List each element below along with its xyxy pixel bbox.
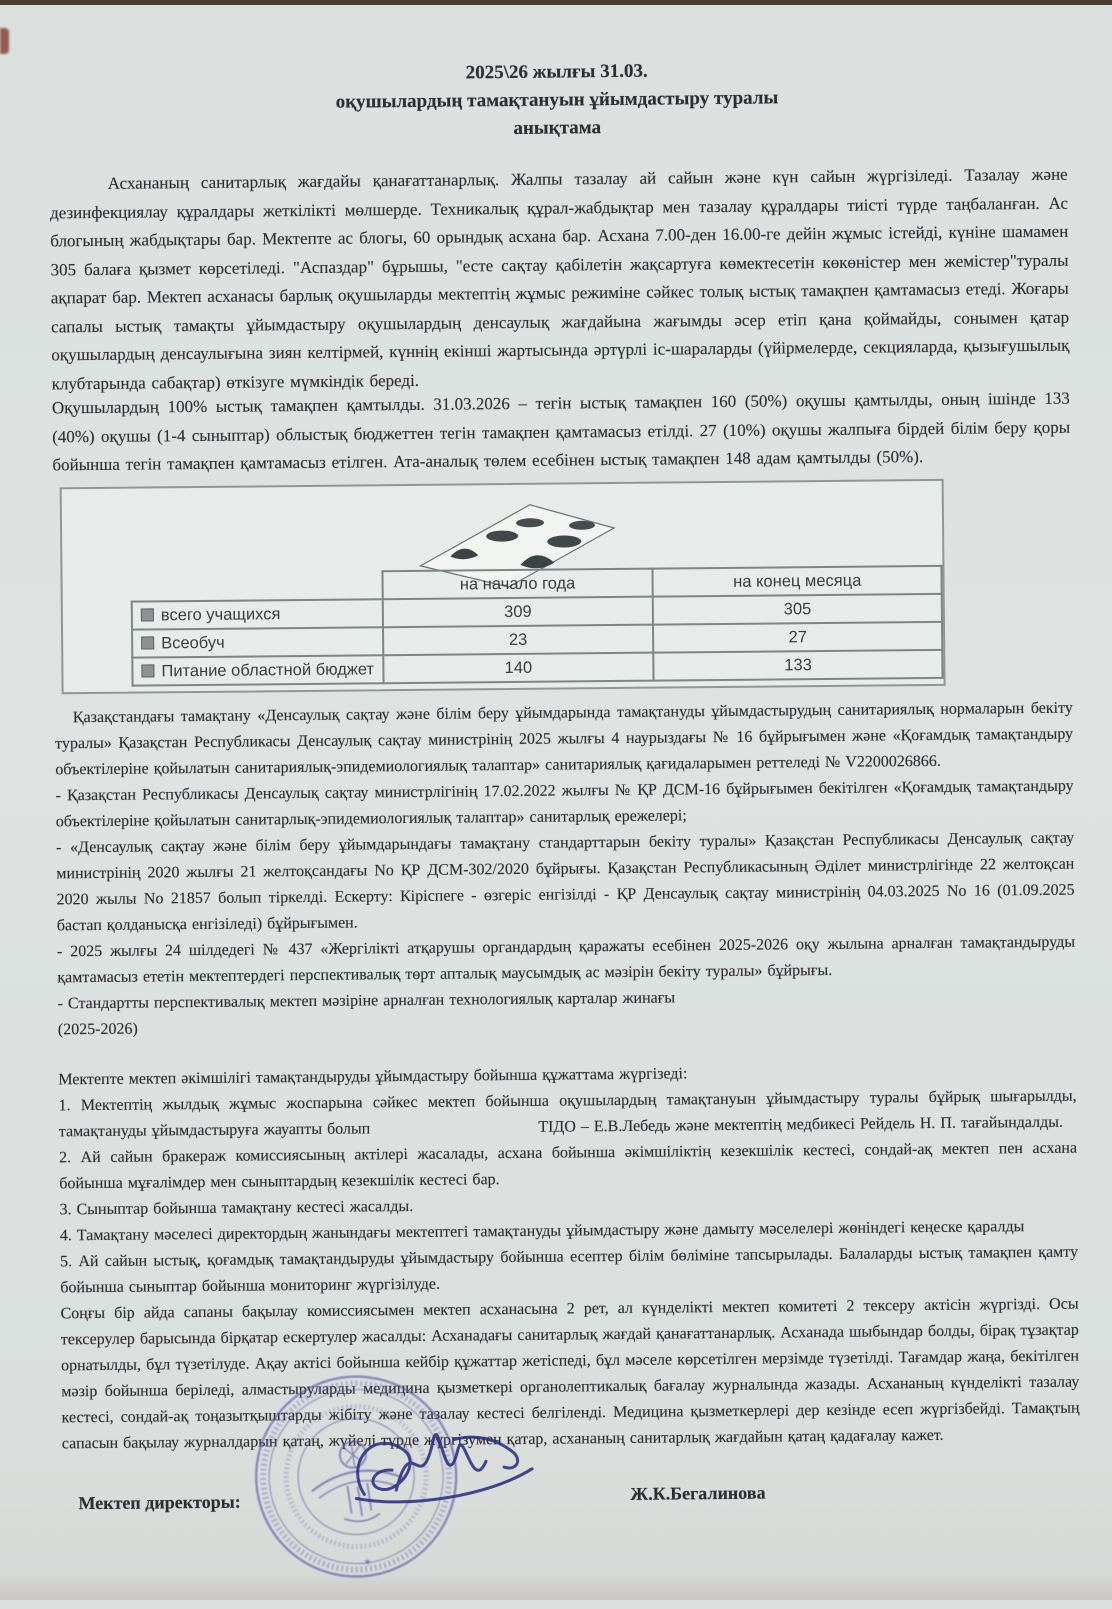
regulation-item-years: (2025-2026) [57, 1020, 138, 1039]
legend-marker-icon [141, 608, 154, 621]
regulation-item: - 2025 жылғы 24 шілдедегі № 437 «Жергілікті атқарушы органдардың қаражаты есебінен 2025-2026 оқу жылына арналған тамақтандыруды қамтамасыз ететін мектептердегі перспективалық төрт апталық маусымдық ас мәзірін бекіту туралы» бұйрығы. [57, 933, 1076, 987]
row-label: всего учащихся [160, 604, 281, 624]
title-date-line: 2025\26 жылғы 31.03. [465, 60, 648, 84]
documentation-item-1: 1. Мектептің жылдық жұмыс жоспарына сәйкес мектеп бойынша оқушылардың тамақтануын ұйымдастыру туралы бұйрық шығарылды, тамақтануды ұйымдастыруға жауапты болып ТІДО – Е.В.Лебедь және мектептің медбикесі Рейдель Н. П. тағайындалды. [58, 1087, 1077, 1141]
document-title [49, 54, 1066, 148]
inspection-paragraph: Соңғы бір айда сапаны бақылау комиссиясымен мектеп асханасына 2 рет, ал күнделікті мектеп комитеті 2 тексеру актісін жүргізді. Осы тексерулер барысында бірқатар ескертулер жасалды: Асханадағы санитарлық жағдай қанағаттанарлық. Асханада шыбындар болды, бірақ тұзақтар орнатылды, бұл түзетілуде. Ақау актісі бойынша кейбір құжаттар жетіспеді, бұл мәселе көрсетілген мерзімде түзетілді. Тағамдар жаңа, бекітілген мәзір бойынша беріледі, алмастыруларды медицина қызметкері органолептикалық бағалау журналында жазады. Асхананың күнделікті тазалау кестесі, сондай-ақ тоңазытқыштарды жібіту және тазалау кестесі белгіленді. Медицина қызметкерлері дер кезінде есеп жүргізбейді. Тамақтың сапасын бақылау журналдарын қатаң, жүйелі түрде жүргізумен қатар, асхананың санитарлық жағдайын қатаң қадағалау кажет. [60, 1295, 1080, 1453]
cell-value: 23 [383, 625, 654, 656]
row-label: Питание областной бюджет [161, 659, 375, 680]
cell-value: 140 [383, 653, 654, 684]
cell-value: 305 [653, 594, 942, 625]
embedded-chart-frame [60, 479, 946, 694]
regulation-item: - Қазақстан Республикасы Денсаулық сақтау министрлігінің 17.02.2022 жылғы № ҚР ДСМ-16 бұйрығымен бекітілген «Қоғамдық тамақтандыру объектілеріне қойылатын санитарлық-эпидемиологиялық талаптар» санитарлық ережелері; [55, 777, 1074, 831]
documentation-item: 4. Тамақтану мәселесі директордың жанындағы мектептегі тамақтануды ұйымдастыру және дамыту мәселелері жөніндегі кеңеске қаралды [59, 1218, 1025, 1245]
column-header-start-of-year: на начало года [382, 569, 653, 600]
title-subject-line: оқушылардың тамақтануын ұйымдастыру туралы [335, 87, 779, 113]
scan-bottom-shading [0, 1572, 1112, 1600]
signature-role-label: Мектеп директоры: [78, 1491, 241, 1514]
cell-value: 309 [382, 597, 653, 628]
documentation-intro: Мектепте мектеп әкімшілігі тамақтандыруды ұйымдастыру бойынша құжаттама жүргізеді: [58, 1065, 688, 1089]
paragraph-meal-coverage: Оқушылардың 100% ыстық тамақпен қамтылды. 31.03.2026 – тегін ыстық тамақпен 160 (50%) оқушы қамтылды, оның ішінде 133 (40%) оқушы (1-4 сыныптар) облыстық бюджеттен тегін тамақпен қамтамасыз етілді. 27 (10%) оқушы жалпыға бірдей білім беру қоры бойынша тегін тамақпен қамтамасыз етілген. Ата-аналық төлем есебінен ыстық тамақпен 148 адам қамтылды (50%). [51, 388, 1071, 475]
column-header-end-of-month: на конец месяца [653, 566, 942, 597]
signature-name: Ж.К.Бегалинова [630, 1482, 766, 1504]
legend-marker-icon [141, 664, 154, 677]
cell-value: 27 [653, 622, 942, 653]
row-label: Всеобуч [161, 633, 225, 652]
documentation-item: 3. Сыныптар бойынша тамақтану кестесі жасалды. [59, 1197, 414, 1219]
legend-marker-icon [141, 636, 154, 649]
regulation-item: - Стандартты перспективалық мектеп мәзіріне арналған технологиялық карталар жинағы [57, 989, 676, 1013]
lower-text-column [55, 696, 1080, 1458]
documentation-item: 5. Ай сайын ыстық, қоғамдық тамақтандыруды ұйымдастыру бойынша есептер білім бөліміне тапсырылады. Балаларды ыстық тамақпен қамту бойынша сыныптар бойынша мониторинг жүргізілуде. [60, 1243, 1079, 1297]
title-type-line: анықтама [513, 117, 602, 139]
documentation-item: 2. Ай сайын бракераж комиссиясының актілері жасалады, асхана бойынша әкімшіліктің кезекшілік кестесі, сондай-ақ мектеп пен асхана бойынша мұғалімдер мен сыныптардың кезекшілік кестесі бар. [59, 1139, 1078, 1193]
svg-text:✶: ✶ [362, 1556, 374, 1570]
blank-gap [370, 1132, 538, 1134]
paragraph-sanitary-conditions: Асхананың санитарлық жағдайы қанағаттанарлық. Жалпы тазалау ай сайын және күн сайын жүргізіледі. Тазалау және дезинфекциялау құралдары жеткілікті мөлшерде. Техникалық құрал-жабдықтар мен тазалау құралдары тиісті түрде таңбаланған. Ас блогының жабдықтары бар. Мектепте ас блогы, 60 орындық асхана бар. Асхана 7.00-ден 16.00-ге дейін жұмыс істейді, күніне шамамен 305 балаға қызмет көрсетіледі. "Аспаздар" бұрышы, "есте сақтау қабілетін жақсартуға көмектесетін көкөністер мен жемістер"туралы ақпарат бар. Мектеп асханасы барлық оқушыларды мектептің жұмыс режиміне сәйкес толық ыстық тамақпен қамтамасыз етеді. Жоғары сапалы ыстық тамақты ұйымдастыру оқушылардың денсаулық жағдайына жағымды әсер етіп қана қоймайды, сонымен қатар оқушылардың денсаулығына зиян келтірмей, күннің екінші жартысында әртүрлі іс-шараларды (үйірмелерде, секцияларда, қызығушылық клубтарында сабақтар) өткізуге мүмкіндік береді. [49, 164, 1070, 393]
handwritten-signature [336, 1409, 547, 1511]
chart-data-table [130, 565, 943, 687]
regulation-item: - «Денсаулық сақтау және білім беру ұйымдарындағы тамақтану стандарттарын бекіту туралы» Қазақстан Республикасы Денсаулық сақтау министрінің 2020 жылғы 21 желтоқсандағы No ҚР ДСМ-302/2020 бұйрығы. Қазақстан Республикасының Әділет министрлігінде 22 желтоқсан 2020 жылы No 21857 болып тіркелді. Ескерту: Кіріспеге - өзгеріс енгізілді - ҚР Денсаулық сақтау министрінің 04.03.2025 No 16 (01.09.2025 бастап қолданысқа енгізіледі) бұйрығымен. [56, 829, 1075, 935]
regulations-intro: Қазақстандағы тамақтану «Денсаулық сақтау және білім беру ұйымдарында тамақтануды ұйымдастырудың санитариялық нормаларын бекіту туралы» Қазақстан Республикасы Денсаулық сақтау министрінің 2025 жылғы 4 наурыздағы № 16 бұйрығымен және «Қоғамдық тамақтандыру объектілеріне қойылатын санитариялық-эпидемиологиялық талаптар» санитариялық қағидаларымен реттеледі № V2200026866. [55, 699, 1074, 779]
cell-value: 133 [654, 650, 943, 681]
